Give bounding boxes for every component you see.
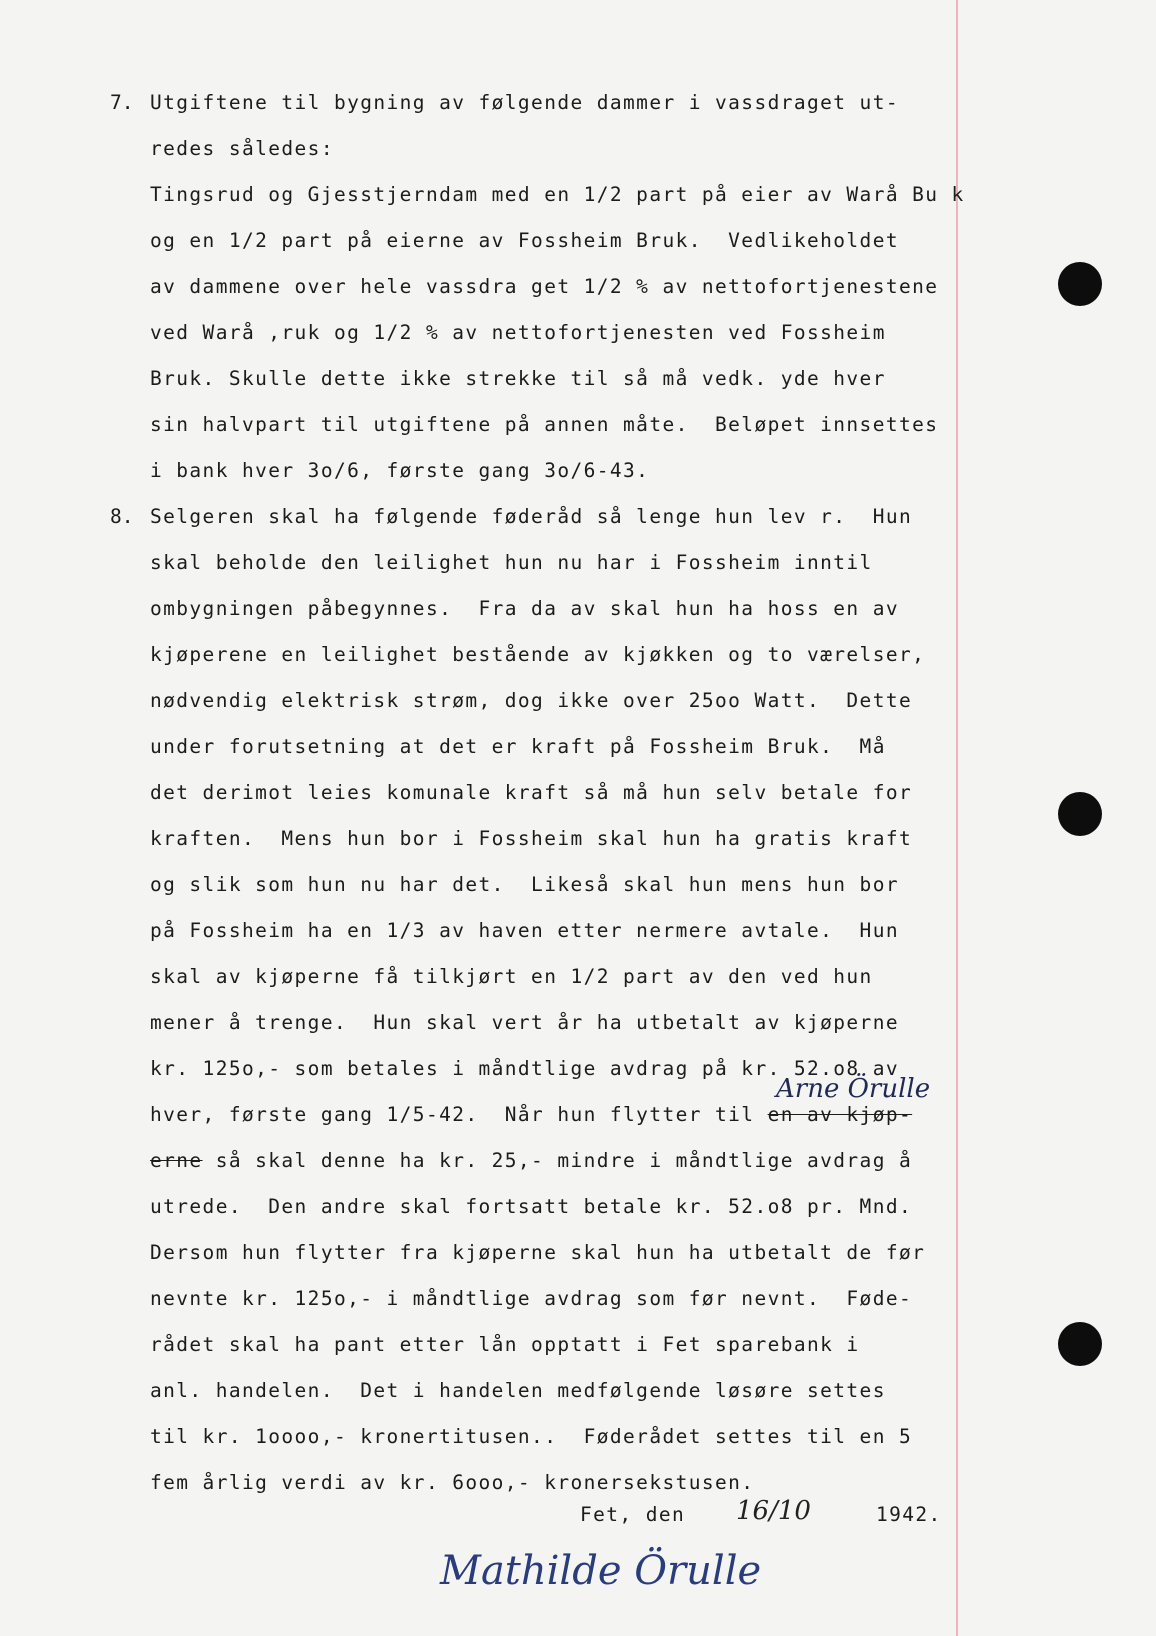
punch-hole-bottom [1058, 1322, 1102, 1366]
text-line-with-strike [150, 1148, 912, 1174]
text-line: sin halvpart til utgiftene på annen måte. Beløpet innsettes [150, 413, 939, 436]
text-line: til kr. 1oooo,- kronertitusen.. Føderådet settes til en 5 [150, 1425, 913, 1448]
punch-hole-top [1058, 262, 1102, 306]
text-segment: hver, første gang 1/5-42. Når hun flytter til [150, 1103, 768, 1126]
struck-text: erne [150, 1149, 203, 1172]
text-line: utrede. Den andre skal fortsatt betale kr. 52.o8 pr. Mnd. [150, 1195, 913, 1218]
text-line: redes således: [150, 137, 334, 160]
text-line: i bank hver 3o/6, første gang 3o/6-43. [150, 459, 650, 482]
text-line-with-strike [150, 1102, 912, 1128]
text-line: ved Warå ,ruk og 1/2 % av nettofortjenesten ved Fossheim [150, 321, 886, 344]
text-line: det derimot leies komunale kraft så må hun selv betale for [150, 781, 913, 804]
text-line: og slik som hun nu har det. Likeså skal hun mens hun bor [150, 873, 899, 896]
text-line: ombygningen påbegynnes. Fra da av skal hun ha hoss en av [150, 597, 899, 620]
text-line: kjøperene en leilighet bestående av kjøkken og to værelser, [150, 643, 926, 666]
text-line: Dersom hun flytter fra kjøperne skal hun ha utbetalt de før [150, 1241, 926, 1264]
text-line: Bruk. Skulle dette ikke strekke til så må vedk. yde hver [150, 367, 886, 390]
text-line: Tingsrud og Gjesstjerndam med en 1/2 part på eier av Warå Bu k [150, 183, 965, 206]
text-line: fem årlig verdi av kr. 6ooo,- kronersekstusen. [150, 1471, 755, 1494]
signature: Mathilde Örulle [440, 1548, 762, 1594]
handwritten-insertion: Arne Örulle [776, 1074, 931, 1104]
text-line: av dammene over hele vassdra get 1/2 % av nettofortjenestene [150, 275, 939, 298]
text-line: kr. 125o,- som betales i måndtlige avdrag på kr. 52.o8 av [150, 1057, 899, 1080]
margin-rule [956, 0, 958, 1636]
text-segment: så skal denne ha kr. 25,- mindre i måndtlige avdrag å [202, 1149, 913, 1172]
dateline-handwritten-date: 16/10 [736, 1496, 811, 1526]
text-line: og en 1/2 part på eierne av Fossheim Bruk. Vedlikeholdet [150, 229, 899, 252]
text-line: nevnte kr. 125o,- i måndtlige avdrag som før nevnt. Føde- [150, 1287, 913, 1310]
text-line: Selgeren skal ha følgende føderåd så lenge hun lev r. Hun [150, 505, 913, 528]
item-8-number: 8. [110, 505, 134, 528]
text-line: rådet skal ha pant etter lån opptatt i Fet sparebank i [150, 1333, 860, 1356]
dateline-place: Fet, den [580, 1503, 686, 1526]
struck-text: en av kjøp- [767, 1103, 913, 1126]
dateline-year: 1942. [876, 1503, 942, 1526]
text-line: skal beholde den leilighet hun nu har i Fossheim inntil [150, 551, 873, 574]
text-line: på Fossheim ha en 1/3 av haven etter nermere avtale. Hun [150, 919, 899, 942]
text-line: under forutsetning at det er kraft på Fossheim Bruk. Må [150, 735, 886, 758]
text-line: anl. handelen. Det i handelen medfølgende løsøre settes [150, 1379, 886, 1402]
text-line: kraften. Mens hun bor i Fossheim skal hun ha gratis kraft [150, 827, 913, 850]
text-line: mener å trenge. Hun skal vert år ha utbetalt av kjøperne [150, 1011, 899, 1034]
text-line: Utgiftene til bygning av følgende dammer i vassdraget ut- [150, 91, 899, 114]
text-line: nødvendig elektrisk strøm, dog ikke over 25oo Watt. Dette [150, 689, 913, 712]
punch-hole-middle [1058, 792, 1102, 836]
text-line: skal av kjøperne få tilkjørt en 1/2 part av den ved hun [150, 965, 873, 988]
item-7-number: 7. [110, 91, 134, 114]
